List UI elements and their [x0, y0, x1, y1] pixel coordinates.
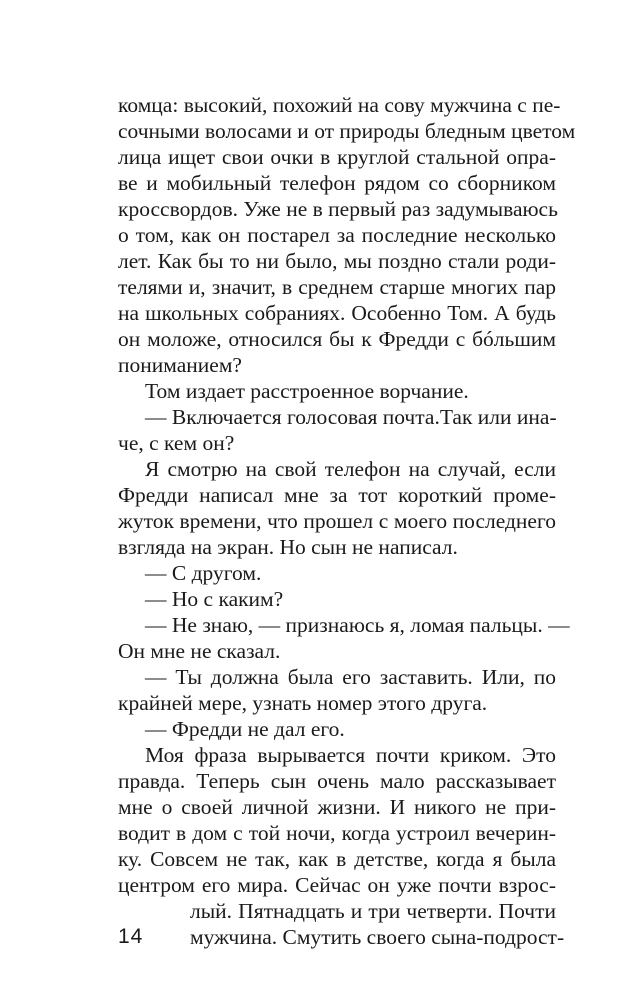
- text-line: он моложе, относился бы к Фредди с бóльшим: [118, 327, 556, 351]
- page-number: 14: [118, 925, 144, 948]
- text-line: центром его мира. Сейчас он уже почти взрос-: [118, 873, 556, 897]
- text-line: Моя фраза вырывается почти криком. Это: [145, 743, 556, 767]
- text-line: мне о своей личной жизни. И никого не при-: [118, 795, 556, 819]
- text-line: жуток времени, что прошел с моего последнего: [118, 509, 556, 533]
- text-line: мужчина. Смутить своего сына-подрост-: [190, 925, 565, 949]
- text-line: телями и, значит, в среднем старше многих пар: [118, 275, 556, 299]
- text-line: ку. Совсем не так, как в детстве, когда я была: [118, 847, 556, 871]
- text-line: — Но с каким?: [145, 587, 284, 611]
- text-line: пониманием?: [118, 353, 242, 377]
- text-line: — С другом.: [145, 561, 262, 585]
- text-line: лет. Как бы то ни было, мы поздно стали роди-: [118, 249, 556, 273]
- text-line: — Ты должна была его заставить. Или, по: [145, 665, 556, 689]
- text-line: — Не знаю, — признаюсь я, ломая пальцы. —: [145, 613, 570, 637]
- text-line: сочными волосами и от природы бледным цветом: [118, 119, 576, 143]
- text-line: взгляда на экран. Но сын не написал.: [118, 535, 458, 559]
- text-line: водит в дом с той ночи, когда устроил вечерин-: [118, 821, 556, 845]
- text-line: Фредди написал мне за тот короткий проме-: [118, 483, 556, 507]
- text-line: Я смотрю на свой телефон на случай, если: [145, 457, 556, 481]
- text-line: лица ищет свои очки в круглой стальной опра-: [118, 145, 556, 169]
- text-line: че, с кем он?: [118, 431, 235, 455]
- text-line: комца: высокий, похожий на сову мужчина с пе-: [118, 93, 561, 117]
- text-line: лый. Пятнадцать и три четверти. Почти: [190, 899, 556, 923]
- text-line: Том издает расстроенное ворчание.: [145, 379, 469, 403]
- text-line: правда. Теперь сын очень мало рассказывает: [118, 769, 556, 793]
- text-line: о том, как он постарел за последние несколько: [118, 223, 556, 247]
- text-line: — Фредди не дал его.: [145, 717, 345, 741]
- text-line: ве и мобильный телефон рядом со сборником: [118, 171, 556, 195]
- text-line: Он мне не сказал.: [118, 639, 281, 663]
- text-line: крайней мере, узнать номер этого друга.: [118, 691, 488, 715]
- text-line: — Включается голосовая почта.Так или ина-: [145, 405, 557, 429]
- text-line: кроссвордов. Уже не в первый раз задумываюсь: [118, 197, 558, 221]
- text-line: на школьных собраниях. Особенно Том. А будь: [118, 301, 556, 325]
